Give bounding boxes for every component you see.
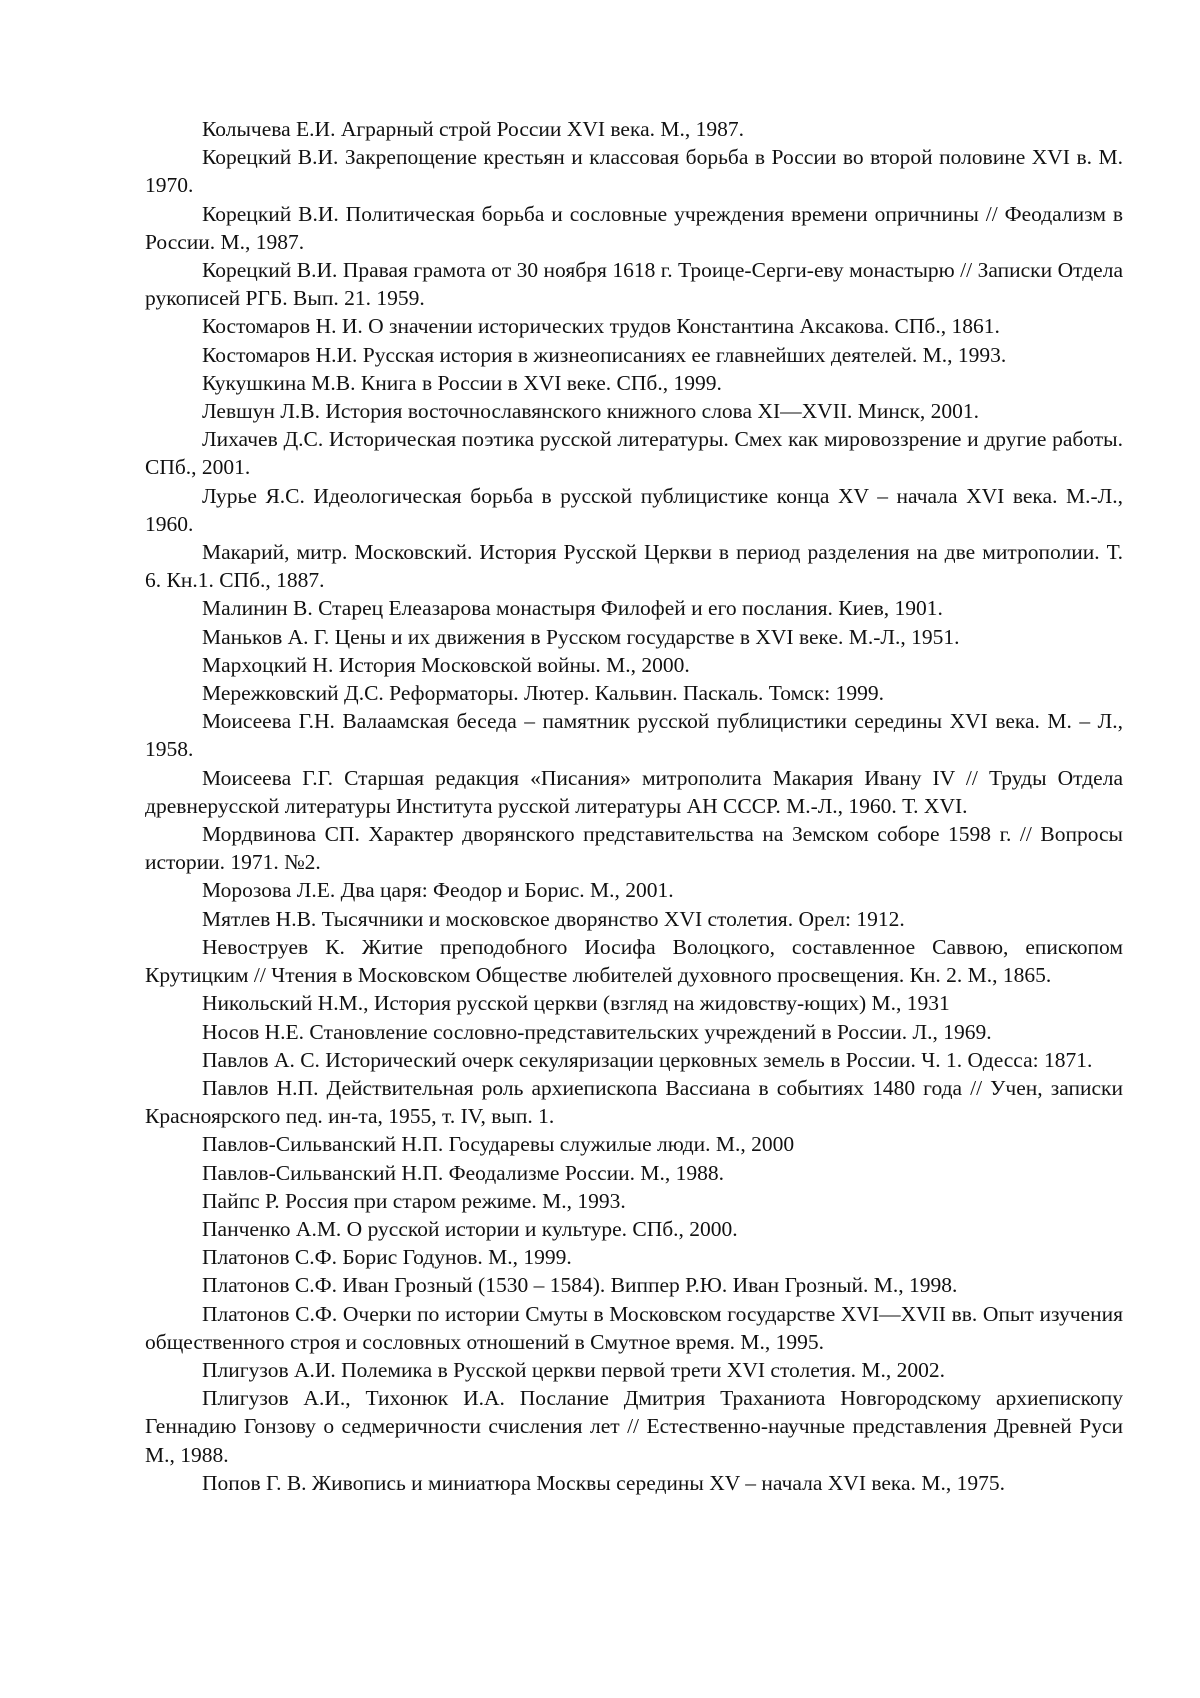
bibliography-entry: Колычева Е.И. Аграрный строй России XVI века. М., 1987. bbox=[145, 115, 1123, 143]
bibliography-entry: Носов Н.Е. Становление сословно-представительских учреждений в России. Л., 1969. bbox=[145, 1018, 1123, 1046]
bibliography-entry: Платонов С.Ф. Иван Грозный (1530 – 1584). Виппер Р.Ю. Иван Грозный. М., 1998. bbox=[145, 1271, 1123, 1299]
document-page bbox=[0, 0, 1200, 1698]
bibliography-entry: Малинин В. Старец Елеазарова монастыря Филофей и его послания. Киев, 1901. bbox=[145, 594, 1123, 622]
bibliography-entry: Павлов-Сильванский Н.П. Феодализме России. М., 1988. bbox=[145, 1159, 1123, 1187]
bibliography-entry: Мархоцкий Н. История Московской войны. М., 2000. bbox=[145, 651, 1123, 679]
bibliography-entry: Костомаров Н.И. Русская история в жизнеописаниях ее главнейших деятелей. М., 1993. bbox=[145, 341, 1123, 369]
bibliography-entry: Корецкий В.И. Закрепощение крестьян и классовая борьба в России во второй половине XVI в. М. 1970. bbox=[145, 143, 1123, 199]
bibliography-entry: Плигузов А.И., Тихонюк И.А. Послание Дмитрия Траханиота Новгородскому архиепископу Геннадию Гонзову о седмеричности счисления лет // Естественно-научные представления Древней Руси М., 1988. bbox=[145, 1384, 1123, 1469]
bibliography-entry: Павлов Н.П. Действительная роль архиепископа Вассиана в событиях 1480 года // Учен, записки Красноярского пед. ин-та, 1955, т. IV, вып. 1. bbox=[145, 1074, 1123, 1130]
bibliography-entry: Мордвинова СП. Характер дворянского представительства на Земском соборе 1598 г. // Вопросы истории. 1971. №2. bbox=[145, 820, 1123, 876]
bibliography-entry: Левшун Л.В. История восточнославянского книжного слова XI—XVII. Минск, 2001. bbox=[145, 397, 1123, 425]
bibliography-entry: Моисеева Г.Н. Валаамская беседа – памятник русской публицистики середины XVI века. М. – Л., 1958. bbox=[145, 707, 1123, 763]
bibliography-entry: Мережковский Д.С. Реформаторы. Лютер. Кальвин. Паскаль. Томск: 1999. bbox=[145, 679, 1123, 707]
bibliography-entry: Моисеева Г.Г. Старшая редакция «Писания» митрополита Макария Ивану IV // Труды Отдела древнерусской литературы Института русской литературы АН СССР. М.-Л., 1960. Т. XVI. bbox=[145, 764, 1123, 820]
bibliography-entry: Кукушкина М.В. Книга в России в XVI веке. СПб., 1999. bbox=[145, 369, 1123, 397]
bibliography-entry: Лихачев Д.С. Историческая поэтика русской литературы. Смех как мировоззрение и другие работы. СПб., 2001. bbox=[145, 425, 1123, 481]
bibliography-entry: Павлов-Сильванский Н.П. Государевы служилые люди. М., 2000 bbox=[145, 1130, 1123, 1158]
bibliography-entry: Платонов С.Ф. Борис Годунов. М., 1999. bbox=[145, 1243, 1123, 1271]
bibliography-entry: Никольский Н.М., История русской церкви (взгляд на жидовству-ющих) М., 1931 bbox=[145, 989, 1123, 1017]
bibliography-entry: Костомаров Н. И. О значении исторических трудов Константина Аксакова. СПб., 1861. bbox=[145, 312, 1123, 340]
bibliography-entry: Корецкий В.И. Правая грамота от 30 ноября 1618 г. Троице-Серги-еву монастырю // Записки Отдела рукописей РГБ. Вып. 21. 1959. bbox=[145, 256, 1123, 312]
bibliography-entry: Попов Г. В. Живопись и миниатюра Москвы середины XV – начала XVI века. М., 1975. bbox=[145, 1469, 1123, 1497]
bibliography-entry: Панченко А.М. О русской истории и культуре. СПб., 2000. bbox=[145, 1215, 1123, 1243]
bibliography-entry: Морозова Л.Е. Два царя: Феодор и Борис. М., 2001. bbox=[145, 876, 1123, 904]
bibliography-entry: Макарий, митр. Московский. История Русской Церкви в период разделения на две митрополии. Т. 6. Кн.1. СПб., 1887. bbox=[145, 538, 1123, 594]
bibliography-entry: Платонов С.Ф. Очерки по истории Смуты в Московском государстве XVI—XVII вв. Опыт изучения общественного строя и сословных отношений в Смутное время. М., 1995. bbox=[145, 1300, 1123, 1356]
bibliography-entry: Маньков А. Г. Цены и их движения в Русском государстве в XVI веке. М.-Л., 1951. bbox=[145, 623, 1123, 651]
bibliography-entry: Пайпс Р. Россия при старом режиме. М., 1993. bbox=[145, 1187, 1123, 1215]
bibliography-entry: Павлов А. С. Исторический очерк секуляризации церковных земель в России. Ч. 1. Одесса: 1871. bbox=[145, 1046, 1123, 1074]
bibliography-entry: Плигузов А.И. Полемика в Русской церкви первой трети XVI столетия. М., 2002. bbox=[145, 1356, 1123, 1384]
bibliography-entry: Лурье Я.С. Идеологическая борьба в русской публицистике конца XV – начала XVI века. М.-Л., 1960. bbox=[145, 482, 1123, 538]
bibliography-entry: Корецкий В.И. Политическая борьба и сословные учреждения времени опричнины // Феодализм в России. М., 1987. bbox=[145, 200, 1123, 256]
bibliography-entry: Невоструев К. Житие преподобного Иосифа Волоцкого, составленное Саввою, епископом Крутицким // Чтения в Московском Обществе любителей духовного просвещения. Кн. 2. М., 1865. bbox=[145, 933, 1123, 989]
bibliography-entry: Мятлев Н.В. Тысячники и московское дворянство XVI столетия. Орел: 1912. bbox=[145, 905, 1123, 933]
bibliography-list bbox=[145, 115, 1123, 1497]
